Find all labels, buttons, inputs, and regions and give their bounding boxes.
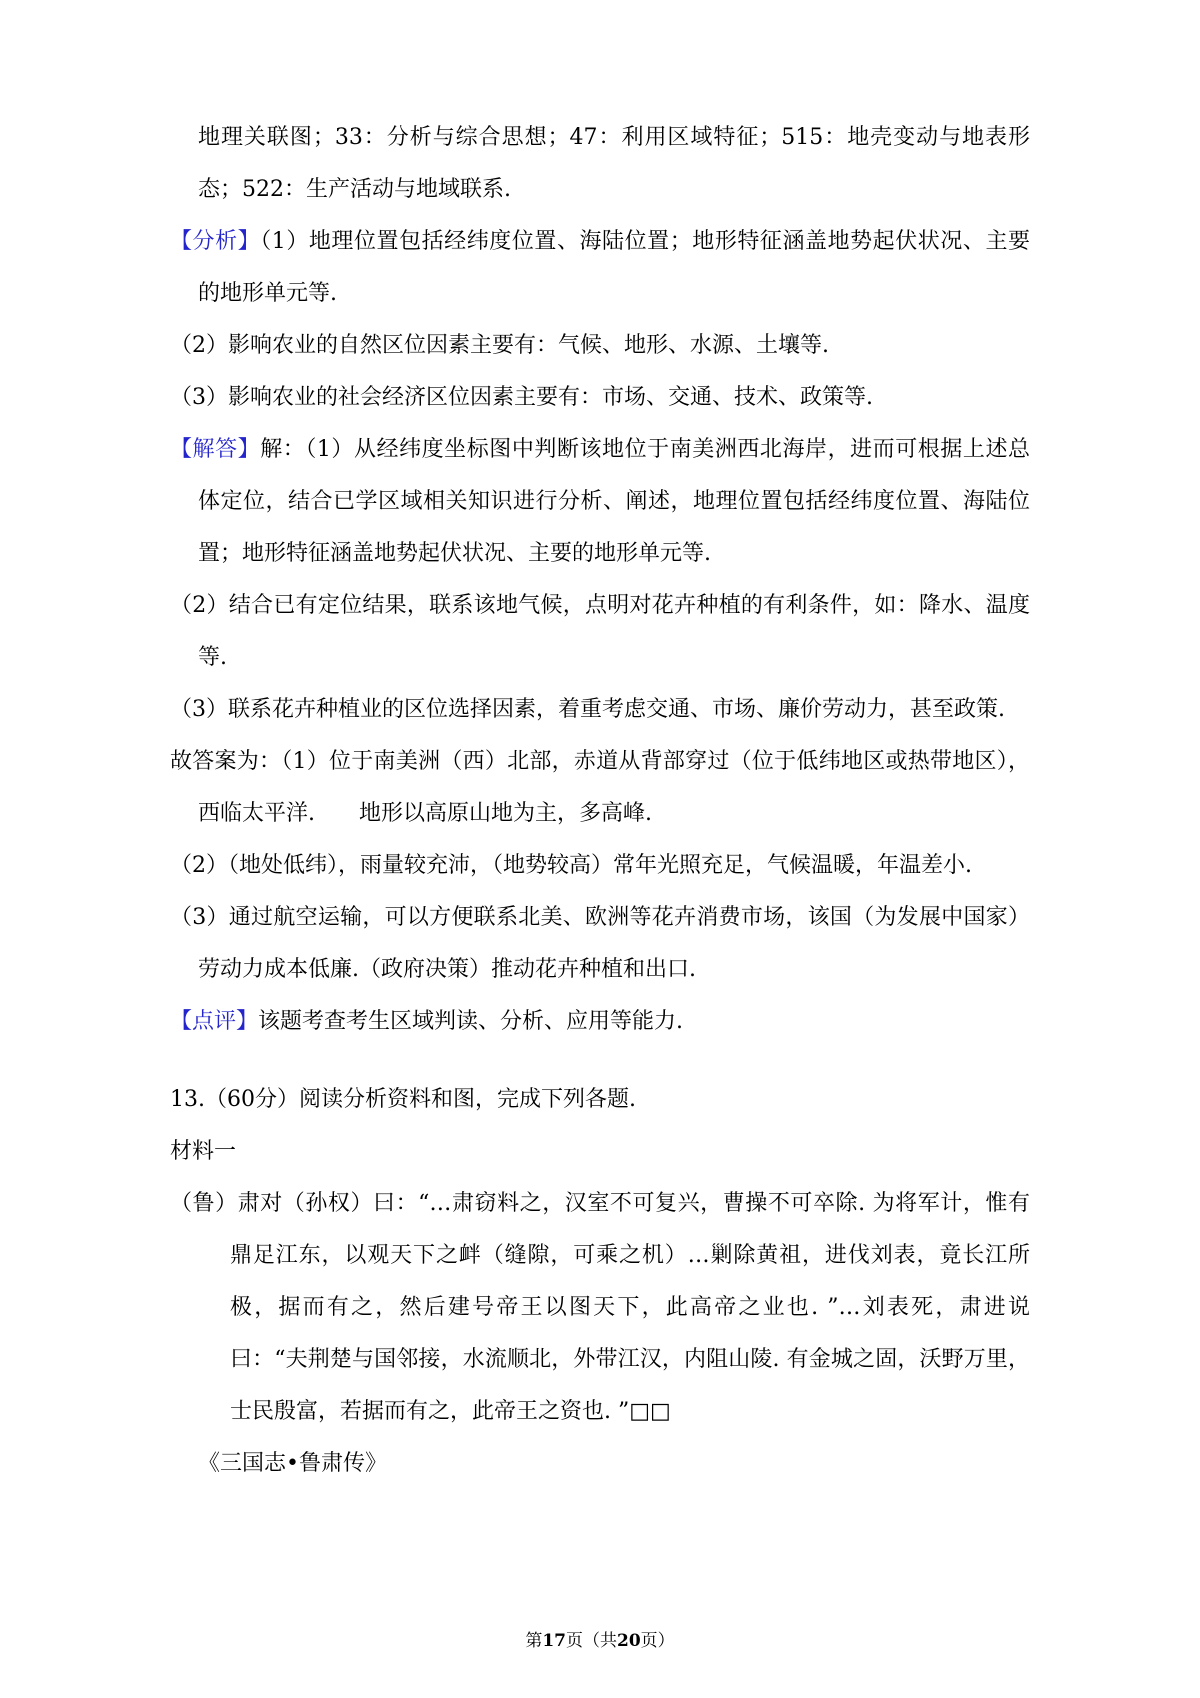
paragraph-points-codes [170,112,1030,216]
paragraph-final-answer-2 [170,840,1030,892]
paragraph-answer-2 [170,580,1030,684]
paragraph-text: （3）通过航空运输，可以方便联系北美、欧洲等花卉消费市场，该国（为发展中国家）劳动力成本低廉.（政府决策）推动花卉种植和出口. [170,905,1030,982]
paragraph-analysis-3 [170,372,1030,424]
paragraph-text: （2）结合已有定位结果，联系该地气候，点明对花卉种植的有利条件，如：降水、温度等. [170,593,1030,670]
paragraph-answer [170,424,1030,580]
paragraph-answer-3 [170,684,1030,736]
paragraph-text: （3）影响农业的社会经济区位因素主要有：市场、交通、技术、政策等. [170,385,873,410]
paragraph-text: 该题考查考生区域判读、分析、应用等能力. [258,1009,684,1034]
paragraph-analysis-2 [170,320,1030,372]
paragraph-text: （1）地理位置包括经纬度位置、海陆位置；地形特征涵盖地势起伏状况、主要的地形单元等. [198,229,1030,306]
paragraph-comment [170,996,1030,1048]
footer-middle: 页（共 [566,1631,617,1651]
analysis-label: 【分析】 [170,229,261,254]
footer-page-number: 17 [542,1631,566,1651]
paragraph-text: 故答案为：（1）位于南美洲（西）北部，赤道从背部穿过（位于低纬地区或热带地区），西临太平洋. 地形以高原山地为主，多高峰. [170,749,1030,826]
paragraph-text: （3）联系花卉种植业的区位选择因素，着重考虑交通、市场、廉价劳动力，甚至政策. [170,697,1005,722]
paragraph-source-citation [170,1438,1030,1490]
content-area [170,112,1030,1490]
paragraph-material-one [170,1126,1030,1178]
footer-suffix: 页） [640,1631,675,1651]
comment-label: 【点评】 [170,1009,259,1034]
paragraph-question-13 [170,1074,1030,1126]
paragraph-analysis [170,216,1030,320]
paragraph-text: 材料一 [170,1139,237,1164]
paragraph-text: （鲁）肃对（孙权）曰：“…肃窃料之，汉室不可复兴，曹操不可卒除. 为将军计，惟有鼎足江东，以观天下之衅（缝隙，可乘之机）…剿除黄祖，进伐刘表，竟长江所极，据而有之，然后建号帝王以图天下，此高帝之业也. ”…刘表死，肃进说曰：“夫荆楚与国邻接，水流顺北，外带江汉，内阻山陵. 有金城之固，沃野万里，士民殷富，若据而有之，此帝王之资也. ”□□ [170,1191,1030,1424]
paragraph-final-answer-3 [170,892,1030,996]
paragraph-text: 13.（60分）阅读分析资料和图，完成下列各题. [170,1087,636,1112]
answer-label: 【解答】 [170,437,261,462]
footer-total-pages: 20 [617,1631,641,1651]
section-gap [170,1048,1030,1074]
paragraph-lusu-quote [170,1178,1030,1438]
page-footer [0,1626,1200,1651]
footer-prefix: 第 [525,1631,543,1651]
paragraph-final-answer [170,736,1030,840]
paragraph-text: 解：（1）从经纬度坐标图中判断该地位于南美洲西北海岸，进而可根据上述总体定位，结合已学区域相关知识进行分析、阐述，地理位置包括经纬度位置、海陆位置；地形特征涵盖地势起伏状况、主要的地形单元等. [198,437,1030,566]
paragraph-text: （2）（地处低纬），雨量较充沛，（地势较高）常年光照充足，气候温暖，年温差小. [170,853,972,878]
paragraph-text: 地理关联图；33：分析与综合思想；47：利用区域特征；515：地壳变动与地表形态；522：生产活动与地域联系. [198,125,1030,202]
paragraph-text: 《三国志•鲁肃传》 [198,1451,387,1476]
paragraph-text: （2）影响农业的自然区位因素主要有：气候、地形、水源、土壤等. [170,333,829,358]
